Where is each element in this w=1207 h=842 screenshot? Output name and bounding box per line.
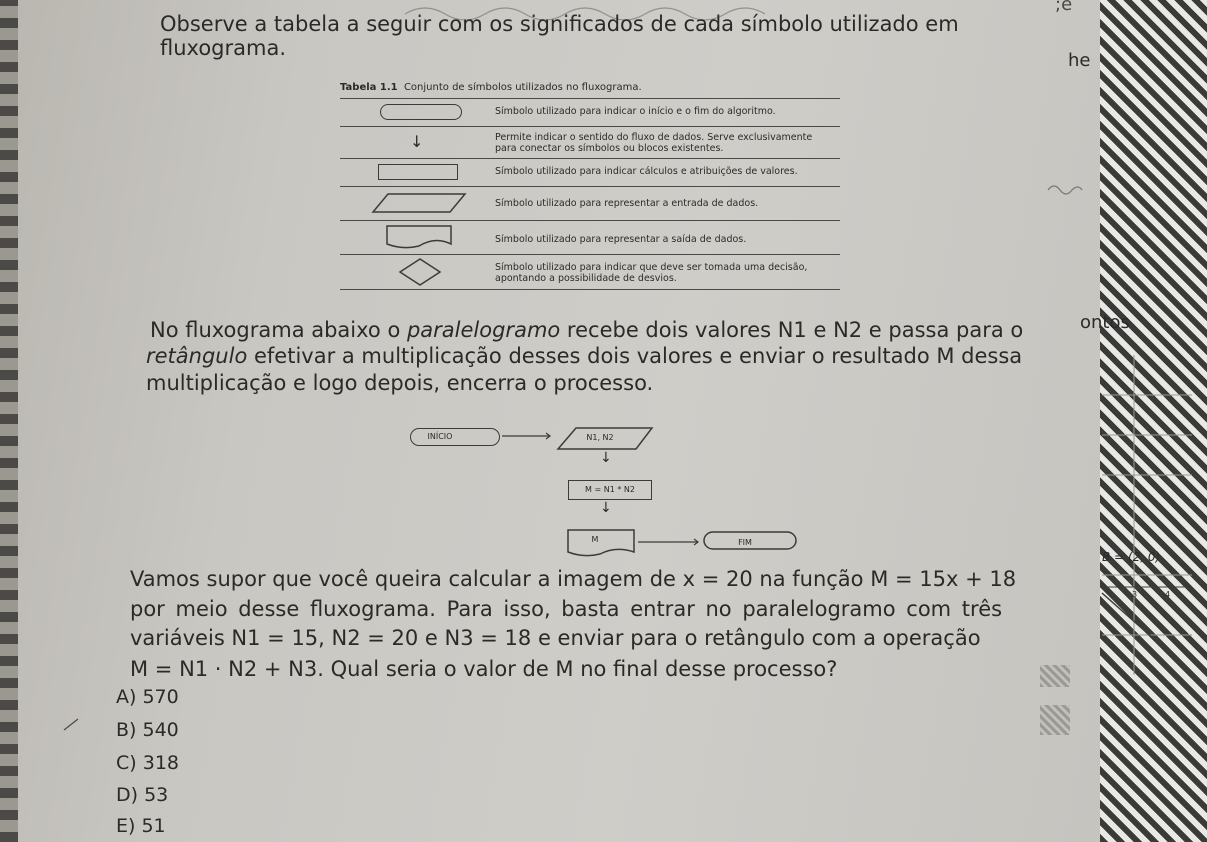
option-letter: D) — [116, 784, 139, 806]
flowchart-end-label: FIM — [738, 538, 752, 547]
option-value: 570 — [142, 686, 179, 708]
paragraph-text: No fluxograma abaixo o — [150, 318, 407, 342]
row-description: Símbolo utilizado para representar a entrada de dados. — [495, 198, 759, 209]
torn-corner — [1040, 665, 1070, 687]
table-rule — [340, 186, 840, 187]
option-value: 51 — [141, 815, 166, 837]
symbols-table — [340, 82, 840, 307]
decision-diamond-symbol — [398, 257, 442, 287]
table-caption-label: Tabela 1.1 — [340, 82, 398, 93]
table-rule — [340, 98, 840, 99]
paragraph-line-3: multiplicação e logo depois, encerra o processo. — [146, 371, 654, 395]
option-b[interactable] — [116, 719, 179, 741]
paragraph-italic: paralelogramo — [406, 318, 561, 342]
flowchart-process-label: M = N1 * N2 — [585, 485, 635, 494]
top-fragment: ;e — [1055, 0, 1073, 15]
side-fragment-he: he — [1068, 50, 1091, 71]
input-parallelogram-symbol — [370, 192, 470, 214]
table-rule — [340, 126, 840, 127]
table-rule — [340, 289, 840, 290]
pencil-tick-mark — [62, 716, 82, 732]
torn-corner — [1040, 705, 1070, 735]
intro-line-1: Observe a tabela a seguir com os significados de cada símbolo utilizado em — [160, 12, 959, 36]
flowchart-input-label: N1, N2 — [586, 433, 614, 442]
table-rule — [340, 158, 840, 159]
option-c[interactable] — [116, 752, 179, 774]
side-fragment-ontos: ontos — [1080, 312, 1130, 333]
flowchart-arrow-down: ↓ — [600, 500, 612, 516]
option-a[interactable] — [116, 686, 179, 708]
table-caption-text: Conjunto de símbolos utilizados no fluxograma. — [403, 82, 642, 93]
paragraph-line-2 — [146, 344, 1022, 368]
option-d[interactable] — [116, 784, 168, 806]
graph-point-label: B = (2, 0) — [1102, 550, 1161, 564]
graph-tick-label: 4 — [1165, 590, 1171, 599]
question-line-3: variáveis N1 = 15, N2 = 20 e N3 = 18 e enviar para o retângulo com a operação — [130, 626, 981, 650]
table-rule — [340, 220, 840, 221]
flowchart-start-label: INÍCIO — [427, 432, 453, 441]
graph-tick-label: 3 — [1132, 590, 1138, 599]
table-rule — [340, 254, 840, 255]
table-caption — [340, 82, 642, 93]
option-letter: C) — [116, 752, 137, 774]
option-letter: E) — [116, 815, 136, 837]
pencil-mark — [1040, 180, 1100, 200]
paragraph-text: recebe dois valores N1 e N2 e passa para o — [560, 318, 1024, 342]
graph-fragment — [1092, 355, 1200, 685]
option-value: 53 — [144, 784, 169, 806]
option-e[interactable] — [116, 815, 166, 837]
row-description: Símbolo utilizado para indicar o início e o fim do algoritmo. — [495, 106, 776, 117]
paragraph-text: efetivar a multiplicação desses dois valores e enviar o resultado M dessa — [247, 344, 1023, 368]
option-letter: B) — [116, 719, 137, 741]
question-line-2: por meio desse fluxograma. Para isso, basta entrar no paralelogramo com três — [130, 597, 1003, 621]
terminal-symbol — [380, 104, 462, 120]
intro-line-2: fluxograma. — [160, 36, 286, 60]
row-description: Permite indicar o sentido do fluxo de dados. Serve exclusivamente para conectar os símbolos ou blocos existentes. — [495, 132, 813, 154]
flowchart-output-label: M — [591, 535, 599, 544]
option-value: 318 — [142, 752, 179, 774]
process-symbol — [378, 164, 458, 180]
flowchart-arrow-down: ↓ — [600, 450, 612, 466]
row-description: Símbolo utilizado para representar a saída de dados. — [495, 234, 747, 245]
question-line-4: M = N1 · N2 + N3. Qual seria o valor de M no final desse processo? — [130, 657, 838, 681]
arrow-symbol: ↓ — [410, 132, 424, 151]
question-line-1: Vamos supor que você queira calcular a imagem de x = 20 na função M = 15x + 18 — [130, 567, 1017, 591]
row-description: Símbolo utilizado para indicar cálculos e atribuições de valores. — [495, 166, 798, 177]
row-description: Símbolo utilizado para indicar que deve ser tomada uma decisão, apontando a possibilidade de desvios. — [495, 262, 808, 284]
page-left-edge — [0, 0, 18, 842]
output-symbol — [385, 224, 455, 250]
paragraph-italic: retângulo — [146, 344, 248, 368]
option-letter: A) — [116, 686, 137, 708]
paragraph-line-1 — [150, 318, 1023, 342]
option-value: 540 — [142, 719, 179, 741]
